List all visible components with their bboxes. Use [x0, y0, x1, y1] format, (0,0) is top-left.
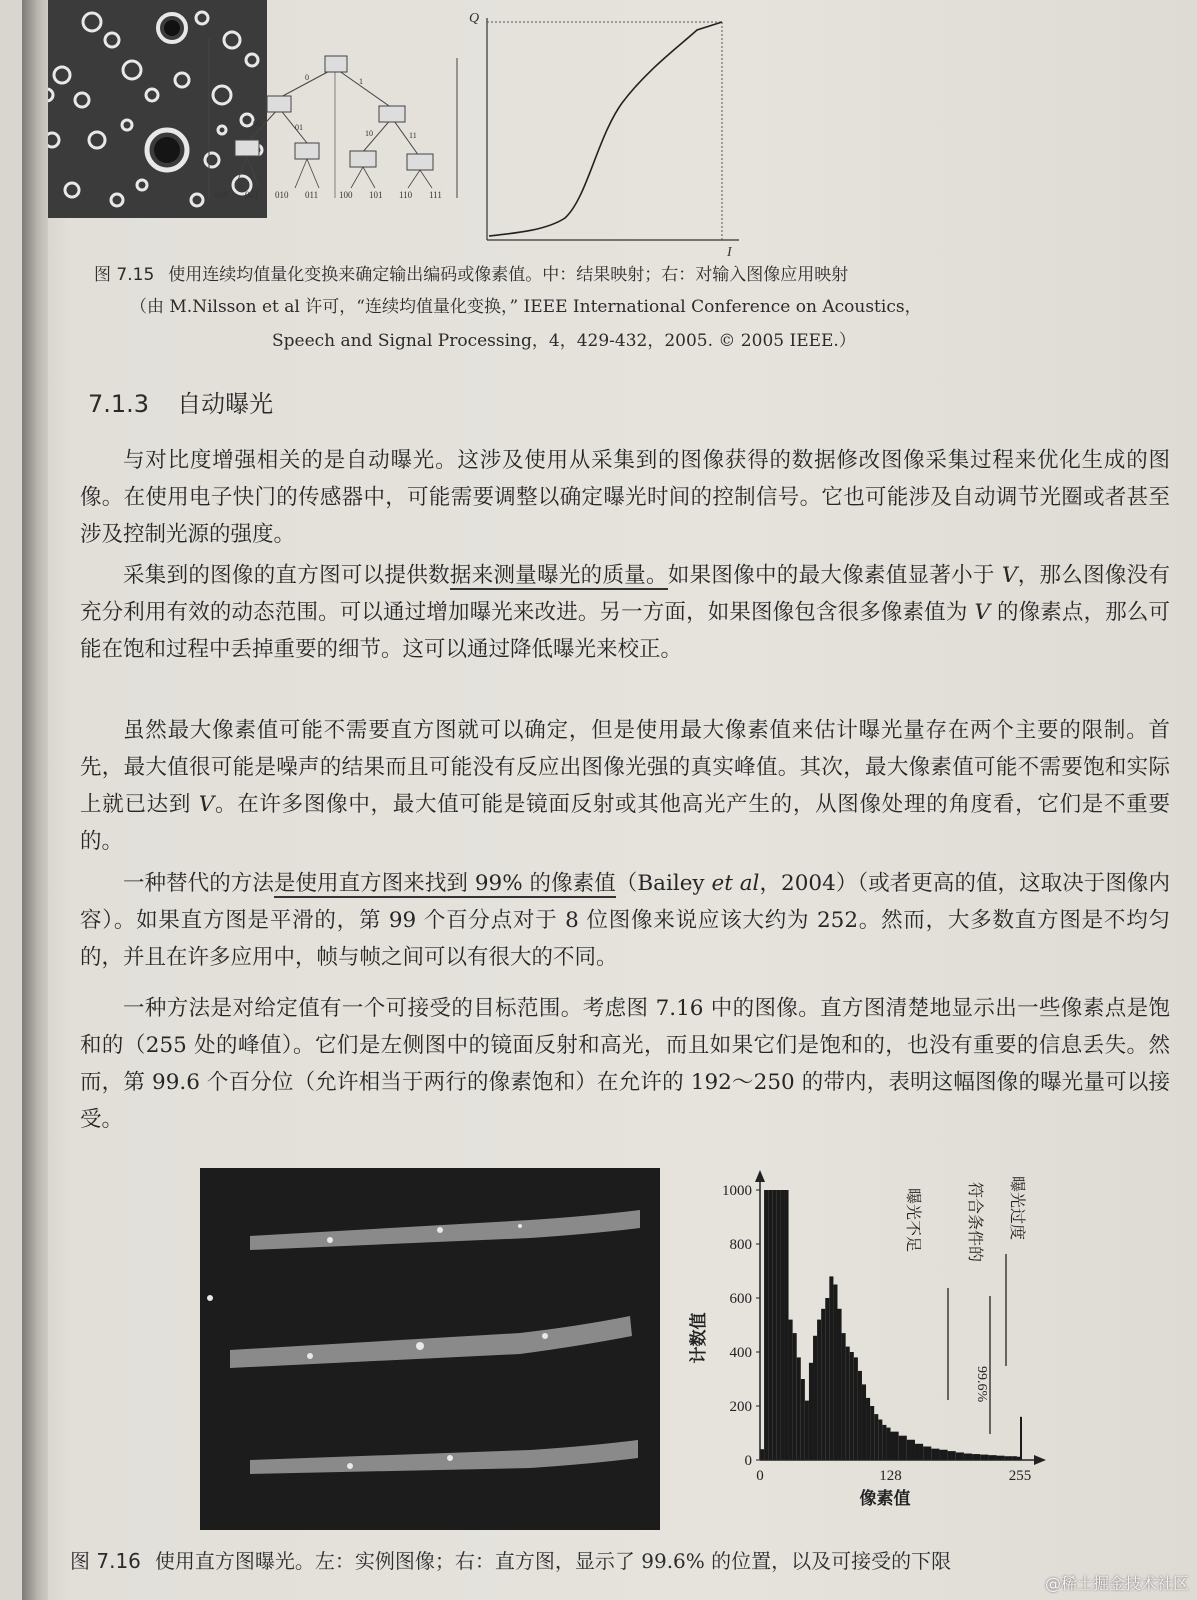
- y-tick-label: 800: [729, 1237, 752, 1253]
- histogram-bar: [878, 1420, 882, 1461]
- quantization-tree-diagram: [207, 8, 462, 263]
- leaf-label: 010: [275, 190, 289, 200]
- histogram-bar: [870, 1406, 874, 1460]
- histogram-bar: [874, 1414, 878, 1460]
- leaf-label: 110: [399, 190, 413, 200]
- axis-label-q: Q: [469, 11, 480, 26]
- histogram-bar: [862, 1384, 866, 1460]
- text-run: 虽然最大像素值可能不需要直方图就可以确定，但是使用最大像素值来估计曝光量存在两个主要的限制。首先，最大值很可能是噪声的结果而且可能没有反应出图像光强的真实峰值。其次，最大像素值可能不需要饱和实际上就已达到: [80, 718, 1170, 817]
- histogram-bar: [780, 1190, 784, 1460]
- histogram-bar: [850, 1352, 854, 1460]
- leaf-label: 100: [339, 190, 353, 200]
- histogram-bar: [817, 1320, 821, 1460]
- y-tick-label: 600: [729, 1291, 752, 1307]
- histogram-bar: [825, 1298, 829, 1460]
- histogram-bar: [956, 1452, 964, 1460]
- histogram-bar: [899, 1436, 907, 1460]
- underlined-text: 据来测量曝光的质量。: [449, 563, 668, 588]
- histogram-bar: [833, 1285, 837, 1461]
- leaf-label: 011: [305, 190, 319, 200]
- mapping-curve: [489, 22, 722, 236]
- edge-label: 10: [365, 129, 373, 138]
- example-asparagus-image: [200, 1168, 660, 1530]
- histogram-bar: [797, 1357, 801, 1460]
- histogram-bar: [1020, 1417, 1022, 1460]
- y-tick-label: 1000: [722, 1183, 752, 1199]
- histogram-bar: [784, 1190, 788, 1460]
- text-run: ，那么图像没有充分利用有效的动态范围。可以通过增加曝光来改进。另一方面，如果图像包含很多像素值为: [80, 563, 1170, 625]
- text-run: 采集到的图像的直方图可以提供数: [123, 563, 450, 588]
- histogram-bar: [809, 1363, 813, 1460]
- figure-7-15-caption: [94, 262, 848, 288]
- histogram-bar: [882, 1425, 886, 1460]
- histogram-bar: [829, 1276, 833, 1460]
- caption-line: 使用连续均值量化变换来确定输出编码或像素值。中：结果映射；右：对输入图像应用映射: [168, 265, 849, 285]
- axis-label-i: I: [727, 245, 732, 260]
- histogram-bar: [886, 1428, 890, 1460]
- y-tick-label: 400: [729, 1345, 752, 1361]
- histogram-bar: [772, 1190, 776, 1460]
- mapping-curve-plot: [469, 8, 752, 263]
- edge-label: 01: [295, 123, 303, 132]
- histogram-bar: [801, 1379, 805, 1460]
- variable-v: V: [1001, 563, 1018, 588]
- histogram-bar: [939, 1450, 947, 1460]
- caption-line: （由 M.Nilsson et al 许可，“连续均值量化变换，” IEEE International Conference on Acoustics，: [130, 297, 922, 317]
- text-run: 一种替代的方法: [123, 871, 274, 896]
- histogram-bar: [891, 1432, 899, 1460]
- paragraph: 一种方法是对给定值有一个可接受的目标范围。考虑图 7.16 中的图像。直方图清楚地显示出一些像素点是饱和的（255 处的峰值）。它们是左侧图中的镜面反射和高光，而且如果它们是饱和的，也没有重要的信息丢失。然而，第 99.6 个百分位（允许相当于两行的像素饱和）在允许的 192～250 的带内，表明这幅图像的曝光量可以接受。: [80, 996, 1170, 1132]
- annotation-underexposed: 曝光不足: [904, 1188, 923, 1253]
- histogram-bar: [866, 1398, 870, 1460]
- variable-v: V: [974, 600, 990, 625]
- histogram-bar: [789, 1320, 793, 1460]
- histogram-bar: [854, 1357, 858, 1460]
- histogram-bar: [964, 1454, 972, 1460]
- x-axis-label: 像素值: [859, 1489, 911, 1509]
- annotation-percentile: 99.6%: [974, 1366, 989, 1403]
- y-tick-label: 0: [744, 1453, 752, 1469]
- edge-label: 00: [253, 119, 261, 128]
- figure-number: 图 7.15: [94, 265, 155, 285]
- caption-line: Speech and Signal Processing，4，429-432，2005. © 2005 IEEE.）: [272, 331, 856, 351]
- annotation-overexposed: 曝光过度: [1008, 1176, 1027, 1241]
- histogram-bar: [805, 1401, 809, 1460]
- exposure-histogram-chart: [690, 1168, 1060, 1528]
- histogram-bar: [915, 1444, 923, 1460]
- paragraph: [80, 712, 1170, 860]
- histogram-bar: [846, 1347, 850, 1460]
- x-tick-label: 255: [1008, 1468, 1032, 1484]
- x-tick-label: 128: [879, 1468, 902, 1484]
- histogram-bar: [768, 1190, 772, 1460]
- histogram-bar: [858, 1371, 862, 1460]
- paragraph: [80, 865, 1170, 976]
- leaf-label: 000: [215, 190, 229, 200]
- histogram-bar: [980, 1455, 988, 1460]
- paragraph: [80, 557, 1170, 668]
- leaf-label: 111: [429, 190, 442, 200]
- watermark: @稀土掘金技术社区: [1044, 1574, 1189, 1593]
- variable-v: V: [198, 792, 215, 817]
- histogram-bar: [813, 1336, 817, 1460]
- text-run: 的像素点，那么可能在饱和过程中丢掉重要的细节。这可以通过降低曝光来校正。: [80, 600, 1171, 662]
- histogram-bar: [776, 1190, 780, 1460]
- text-run: （Bailey: [615, 871, 712, 896]
- paragraph: 与对比度增强相关的是自动曝光。这涉及使用从采集到的图像获得的数据修改图像采集过程来优化生成的图像。在使用电子快门的传感器中，可能需要调整以确定曝光时间的控制信号。它也可能涉及自动调节光圈或者甚至涉及控制光源的强度。: [80, 448, 1170, 547]
- leaf-label: 101: [369, 190, 383, 200]
- histogram-bar: [931, 1449, 939, 1460]
- text-run: 如果图像中的最大像素值显著小于: [667, 563, 1002, 588]
- section-title: 自动曝光: [177, 390, 274, 418]
- underlined-text: 是使用直方图来找到 99% 的像素值: [273, 871, 616, 896]
- section-heading: [88, 384, 273, 419]
- x-tick-label: 0: [756, 1468, 764, 1484]
- histogram-bar: [793, 1333, 797, 1460]
- histogram-bar: [923, 1447, 931, 1461]
- histogram-bar: [907, 1440, 915, 1460]
- y-tick-label: 200: [729, 1399, 752, 1415]
- section-number: 7.1.3: [88, 390, 150, 418]
- edge-label: 11: [409, 131, 417, 140]
- histogram-bar: [764, 1190, 768, 1460]
- leaf-label: 001: [245, 190, 259, 200]
- et-al: et al: [711, 871, 760, 896]
- edge-label: 1: [359, 77, 363, 86]
- figure-7-16-caption: [70, 1548, 951, 1574]
- histogram-bar: [972, 1454, 980, 1460]
- histogram-bar: [837, 1309, 841, 1460]
- histogram-bar: [948, 1451, 956, 1460]
- histogram-bar: [842, 1333, 846, 1460]
- text-run: ，2004）（或者更高的值，这取决于图像内容）。如果直方图是平滑的，第 99 个百分点对于 8 位图像来说应该大约为 252。然而，大多数直方图是不均匀的，并且在许多应用中，帧与帧之间可以有很大的不同。: [80, 871, 1170, 970]
- histogram-bar: [821, 1309, 825, 1460]
- book-page: [22, 0, 1197, 1600]
- caption-text: 使用直方图曝光。左：实例图像；右：直方图，显示了 99.6% 的位置，以及可接受的下限: [154, 1549, 952, 1573]
- edge-label: 0: [305, 73, 309, 82]
- y-axis-label: 计数值: [689, 1312, 709, 1364]
- book-spine: [22, 0, 48, 1600]
- annotation-acceptable: 符合条件的: [966, 1182, 985, 1263]
- figure-number: 图 7.16: [70, 1549, 141, 1573]
- text-run: 。在许多图像中，最大值可能是镜面反射或其他高光产生的，从图像处理的角度看，它们是不重要的。: [80, 792, 1170, 854]
